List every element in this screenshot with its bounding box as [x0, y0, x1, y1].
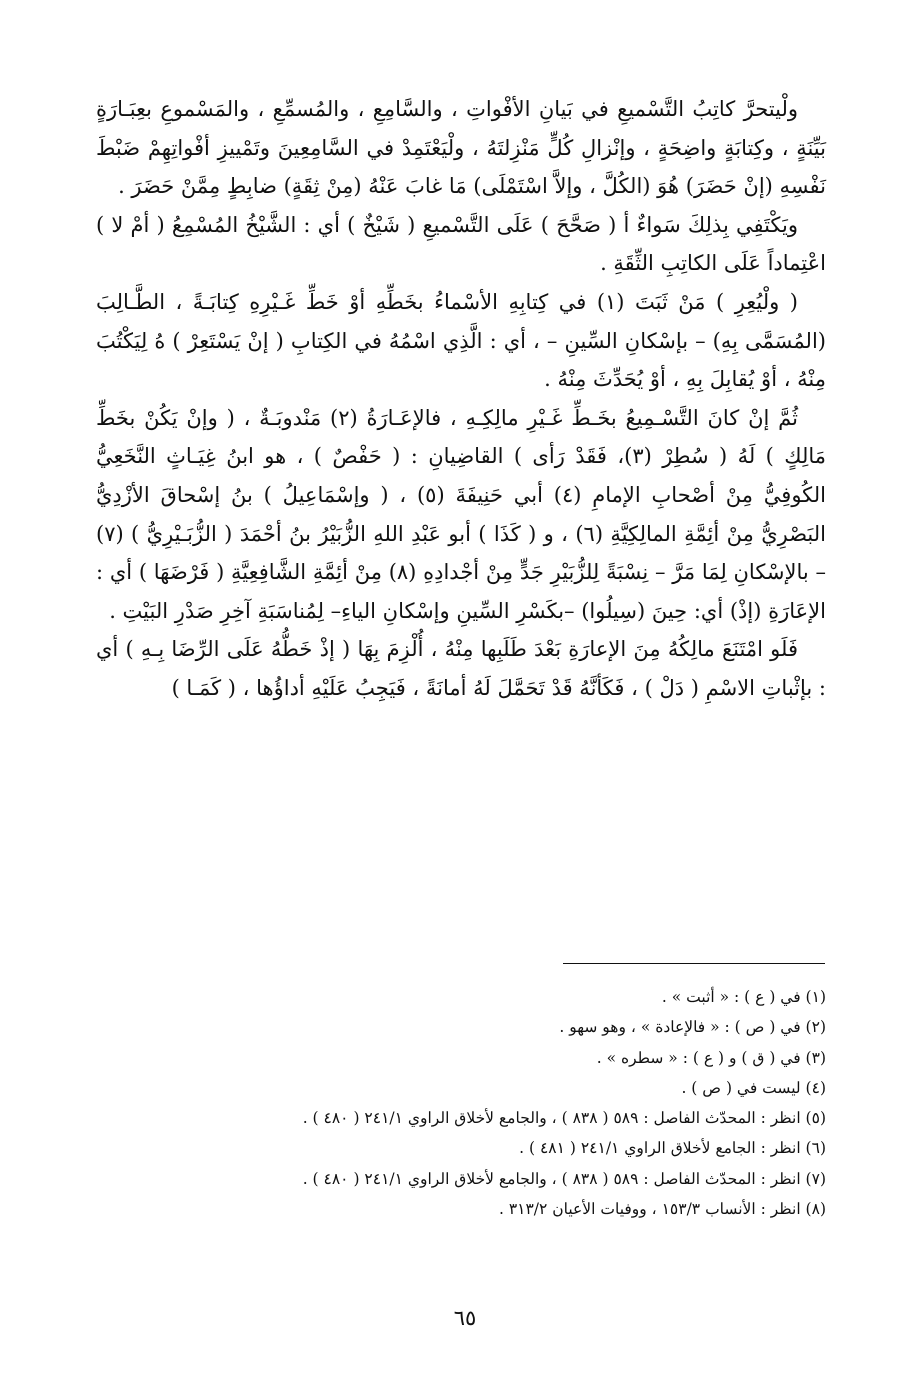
footnotes [120, 982, 826, 1224]
footnote-2: (٢) في ( ص ) : « فالإعادة » ، وهو سهو . [559, 1018, 826, 1037]
paragraph-1: ولْيتحرَّ كاتِبُ التَّسْميعِ في بَيانِ الأفْواتِ ، والسَّامِعِ ، والمُسمِّعِ ، والمَسْموعِ بعِبَـارَةٍ بَيِّنَةٍ ، وكِتابَةٍ واضِحَةٍ ، وإنْزالِ كُلٍّ مَنْزِلتَهُ ، ولْيَعْتَمِدْ في السَّامِعِينَ وتَمْييزِ أفْواتِهِمْ ضَبْطَ نَفْسِهِ (إنْ حَضَرَ) هُوَ (الكُلَّ ، وإلاَّ اسْتَمْلَى) مَا غابَ عَنْهُ (مِنْ ثِقَةٍ) ضابِطٍ مِمَّنْ حَضَرَ . [96, 97, 826, 199]
paragraph-2: ويَكْتَفِي بِذلِكَ سَواءٌ أ ( صَحَّحَ ) عَلَى التَّسْميعِ ( شَيْخٌ ) أي : الشَّيْخُ المُسْمِعُ ( أمْ لا ) اعْتِماداً عَلَى الكاتِبِ الثِّقَةِ . [96, 212, 826, 276]
footnote-5: (٥) انظر : المحدّث الفاصل : ٥٨٩ ( ٨٣٨ ) ، والجامع لأخلاق الراوي ٢٤١/١ ( ٤٨٠ ) . [302, 1109, 826, 1128]
paragraph-5: فَلَو امْتَنَعَ مالِكُهُ مِنَ الإعارَةِ بَعْدَ طَلَبِها مِنْهُ ، أُلْزِمَ بِهَا ( إذْ خَطُّهُ عَلَى الرِّضَا بِـهِ ) أي : بإثْباتِ الاسْمِ ( دَلْ ) ، فَكَأنَّهُ قَدْ تَحَمَّلَ لَهُ أمانَةً ، فَيَجِبُ عَلَيْهِ أداؤُها ، ( كَمَـا ) [96, 637, 826, 700]
footnote-6: (٦) انظر : الجامع لأخلاق الراوي ٢٤١/١ ( ٤٨١ ) . [519, 1139, 826, 1158]
footnote-divider [563, 963, 825, 964]
footnote-1: (١) في ( ع ) : « أثبت » . [661, 988, 826, 1006]
paragraph-3: ( ولْيُعِرِ ) مَنْ ثَبَتَ (١) في كِتابِهِ الأسْماءُ بخَطِّهِ أوْ خَطِّ غَـيْرِهِ كِتابَـةً ، الطَّـالِبَ (المُسَمَّى بِهِ) – بإسْكانِ السِّينِ – ، أي : الَّذِي اسْمُهُ في الكِتابِ ( إنْ يَسْتَعِرْ ) هُ لِيَكْتُبَ مِنْهُ ، أوْ يُقابِلَ بِهِ ، أوْ يُحَدِّثَ مِنْهُ . [96, 289, 826, 392]
footnote-7: (٧) انظر : المحدّث الفاصل : ٥٨٩ ( ٨٣٨ ) ، والجامع لأخلاق الراوي ٢٤١/١ ( ٤٨٠ ) . [302, 1169, 826, 1188]
main-text [96, 90, 826, 708]
paragraph-4: ثُمَّ إنْ كانَ التَّسْـمِيعُ بخَـطِّ غَـيْرِ مالِكِـهِ ، فالإعَـارَةُ (٢) مَنْدوبَـةٌ ، ( وإنْ يَكُنْ بخَطِّ مَالِكٍ ) لَهُ ( سُطِرْ (٣)، فَقَدْ رَأى ) القاضِيانِ : ( حَفْصٌ ) ، هو ابنُ غِيَـاثٍ النَّخَعِيُّ الكُوفِيُّ مِنْ أصْحابِ الإمامِ (٤) أبي حَنِيفَةَ (٥) ، ( وإسْمَاعِيلُ ) بنُ إسْحاقَ الأزْدِيُّ البَصْرِيُّ مِنْ أئِمَّةِ المالِكِيَّةِ (٦) ، و ( كَذَا ) أبو عَبْدِ اللهِ الزُّبَيْرُ بنُ أحْمَدَ ( الزُّبَـيْرِيُّ ) (٧) – بالإسْكانِ لِمَا مَرَّ – نِسْبَةً لِلزُّبَيْرِ جَدٍّ مِنْ أجْدادِهِ (٨) مِنْ أئِمَّةِ الشَّافِعِيَّةِ ( فَرْضَهَا ) أي : الإعَارَةِ (إذْ) أي: حِينَ (سِيلُوا) –بكَسْرِ السِّينِ وإسْكانِ الياءِ– لِمُناسَبَةِ آخِرِ صَدْرِ البَيْتِ . [96, 405, 827, 623]
footnote-4: (٤) ليست في ( ص ) . [681, 1078, 826, 1097]
footnote-8: (٨) انظر : الأنساب ١٥٣/٣ ، ووفيات الأعيان ٣١٣/٢ . [498, 1200, 826, 1219]
footnote-3: (٣) في ( ق ) و ( ع ) : « سطره » . [596, 1048, 826, 1067]
page-number: ٦٥ [453, 1306, 477, 1330]
